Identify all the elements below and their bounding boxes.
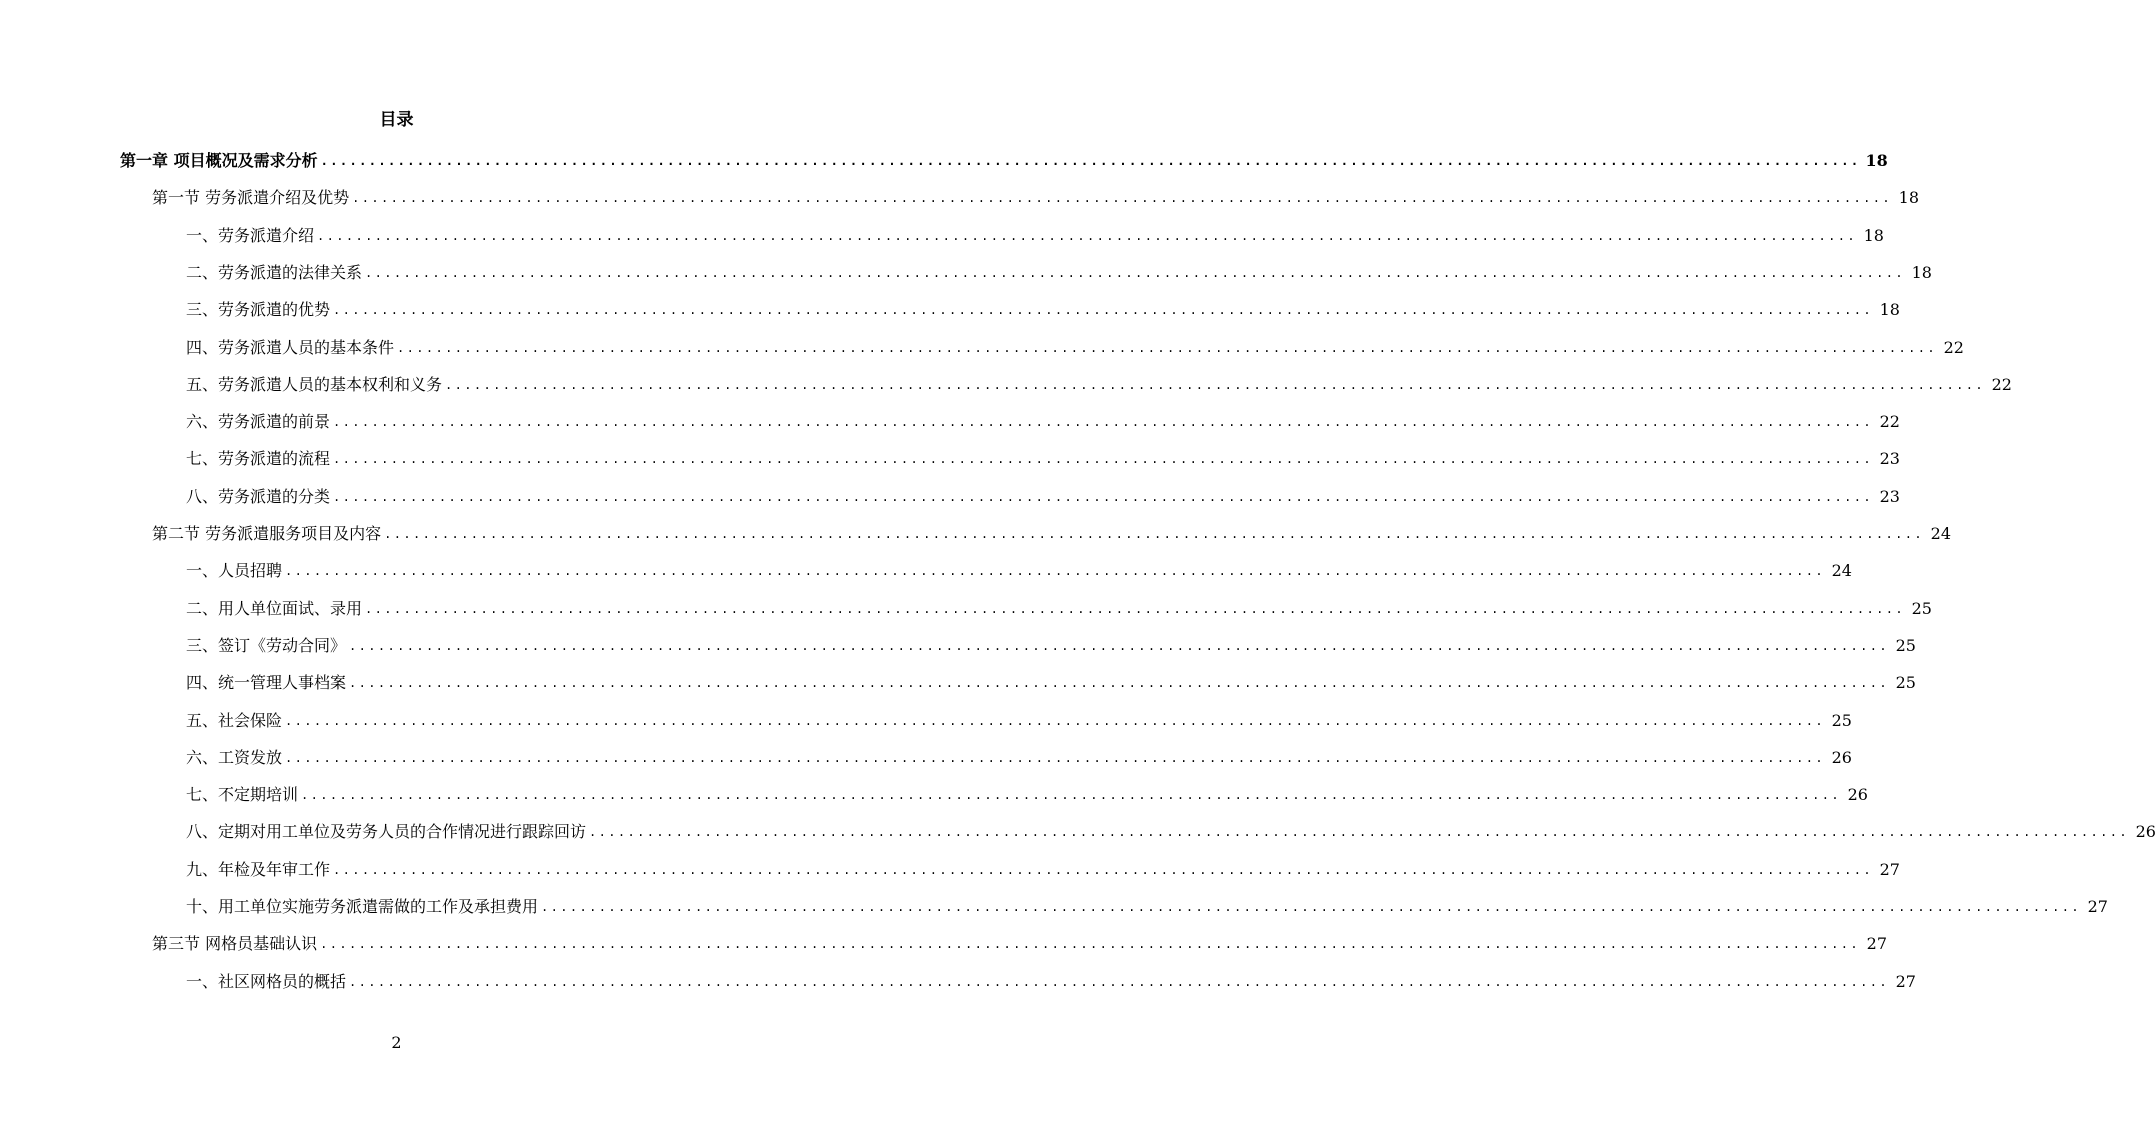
toc-entry-page: 18 (1879, 300, 1900, 319)
toc-entry-text: 第一节 劳务派遣介绍及优势 (152, 188, 350, 207)
toc-entry-text: 六、工资发放 (186, 748, 283, 767)
toc-dot-leader: ................................................................................................................................................................ (349, 639, 1889, 653)
toc-entry-page: 27 (2087, 897, 2108, 916)
toc-entry[interactable] (186, 776, 1868, 806)
toc-dot-leader: ................................................................................................................................................................ (397, 341, 1937, 355)
toc-entry-text: 一、劳务派遣介绍 (186, 226, 315, 245)
toc-entry-page: 22 (1879, 412, 1900, 431)
toc-entry[interactable] (186, 291, 1900, 321)
toc-entry-page: 27 (1866, 934, 1888, 953)
toc-entry-page: 18 (1911, 263, 1932, 282)
toc-entry[interactable] (186, 590, 1932, 620)
toc-entry[interactable] (186, 702, 1852, 732)
toc-dot-leader: ................................................................................................................................................................ (285, 751, 1825, 765)
toc-entry-text: 九、年检及年审工作 (186, 860, 331, 879)
toc-dot-leader: ................................................................................................................................................................ (285, 564, 1825, 578)
toc-entry-text: 第二节 劳务派遣服务项目及内容 (152, 524, 382, 543)
toc-entry-text: 八、定期对用工单位及劳务人员的合作情况进行跟踪回访 (186, 822, 587, 841)
toc-entry[interactable] (186, 552, 1852, 582)
toc-entry[interactable] (186, 627, 1916, 657)
toc-entry-page: 18 (1898, 188, 1920, 207)
toc-dot-leader: ................................................................................................................................................................ (320, 154, 1861, 168)
toc-entry-page: 22 (1991, 375, 2012, 394)
toc-entry-page: 18 (1863, 226, 1884, 245)
toc-entry-page: 26 (1831, 748, 1852, 767)
toc-entry-text: 三、签订《劳动合同》 (186, 636, 347, 655)
toc-entry[interactable] (152, 179, 1920, 209)
toc-entry-page: 25 (1895, 636, 1916, 655)
toc-entry-page: 26 (1847, 785, 1868, 804)
toc-entry-text: 八、劳务派遣的分类 (186, 487, 331, 506)
toc-dot-leader: ................................................................................................................................................................ (365, 266, 1905, 280)
toc-entry-text: 五、劳务派遣人员的基本权利和义务 (186, 375, 443, 394)
toc-entry-text: 六、劳务派遣的前景 (186, 412, 331, 431)
toc-entry-page: 18 (1865, 151, 1888, 170)
toc-dot-leader: ................................................................................................................................................................ (301, 788, 1841, 802)
toc-dot-leader: ................................................................................................................................................................ (333, 863, 1873, 877)
toc-dot-leader: ................................................................................................................................................................ (541, 900, 2081, 914)
toc-entry-text: 七、不定期培训 (186, 785, 299, 804)
toc-dot-leader: ................................................................................................................................................................ (589, 825, 2129, 839)
toc-entry-text: 七、劳务派遣的流程 (186, 449, 331, 468)
toc-dot-leader: ................................................................................................................................................................ (352, 191, 1893, 205)
toc-entry-page: 26 (2135, 822, 2156, 841)
toc-dot-leader: ................................................................................................................................................................ (285, 714, 1825, 728)
toc-dot-leader: ................................................................................................................................................................ (317, 229, 1857, 243)
toc-entry[interactable] (120, 142, 1888, 172)
toc-entry-page: 24 (1930, 524, 1952, 543)
toc-dot-leader: ................................................................................................................................................................ (384, 527, 1925, 541)
toc-entry-page: 24 (1831, 561, 1852, 580)
toc-entry[interactable] (186, 217, 1884, 247)
toc-entry-page: 23 (1879, 487, 1900, 506)
toc-entry-text: 二、用人单位面试、录用 (186, 599, 363, 618)
toc-dot-leader: ................................................................................................................................................................ (333, 303, 1873, 317)
toc-entry-text: 十、用工单位实施劳务派遣需做的工作及承担费用 (186, 897, 539, 916)
toc-dot-leader: ................................................................................................................................................................ (349, 676, 1889, 690)
toc-entry[interactable] (186, 440, 1900, 470)
toc-entry[interactable] (186, 813, 2156, 843)
toc-entry[interactable] (186, 739, 1852, 769)
toc-entry[interactable] (152, 925, 1888, 955)
toc-entry-text: 第三节 网格员基础认识 (152, 934, 318, 953)
toc-title: 目录 (379, 110, 414, 130)
toc-dot-leader: ................................................................................................................................................................ (333, 452, 1873, 466)
toc-dot-leader: ................................................................................................................................................................ (333, 415, 1873, 429)
toc-entry-text: 四、统一管理人事档案 (186, 673, 347, 692)
toc-entry[interactable] (186, 664, 1916, 694)
toc-dot-leader: ................................................................................................................................................................ (333, 490, 1873, 504)
toc-entry[interactable] (186, 963, 1916, 993)
toc-entry-text: 五、社会保险 (186, 711, 283, 730)
toc-entry-page: 23 (1879, 449, 1900, 468)
page-number: 2 (391, 1033, 402, 1052)
toc-entry-text: 二、劳务派遣的法律关系 (186, 263, 363, 282)
toc-entry[interactable] (186, 888, 2108, 918)
toc-entry[interactable] (186, 366, 2012, 396)
toc-dot-leader: ................................................................................................................................................................ (320, 937, 1861, 951)
toc-entry-page: 27 (1879, 860, 1900, 879)
toc-entry-page: 22 (1943, 338, 1964, 357)
toc-dot-leader: ................................................................................................................................................................ (349, 975, 1889, 989)
toc-entry[interactable] (186, 329, 1964, 359)
toc-entry-text: 一、社区网格员的概括 (186, 972, 347, 991)
toc-entry-text: 一、人员招聘 (186, 561, 283, 580)
toc-entry-page: 25 (1831, 711, 1852, 730)
toc-entry[interactable] (152, 515, 1952, 545)
toc-entry-page: 25 (1895, 673, 1916, 692)
toc-entry[interactable] (186, 478, 1900, 508)
toc-dot-leader: ................................................................................................................................................................ (445, 378, 1985, 392)
toc-entry-page: 25 (1911, 599, 1932, 618)
toc-entry-text: 第一章 项目概况及需求分析 (120, 151, 318, 170)
toc-entry[interactable] (186, 851, 1900, 881)
toc-entry-text: 四、劳务派遣人员的基本条件 (186, 338, 395, 357)
toc-entry[interactable] (186, 403, 1900, 433)
toc-dot-leader: ................................................................................................................................................................ (365, 602, 1905, 616)
toc-entry-text: 三、劳务派遣的优势 (186, 300, 331, 319)
toc-entry-page: 27 (1895, 972, 1916, 991)
toc-entry[interactable] (186, 254, 1932, 284)
